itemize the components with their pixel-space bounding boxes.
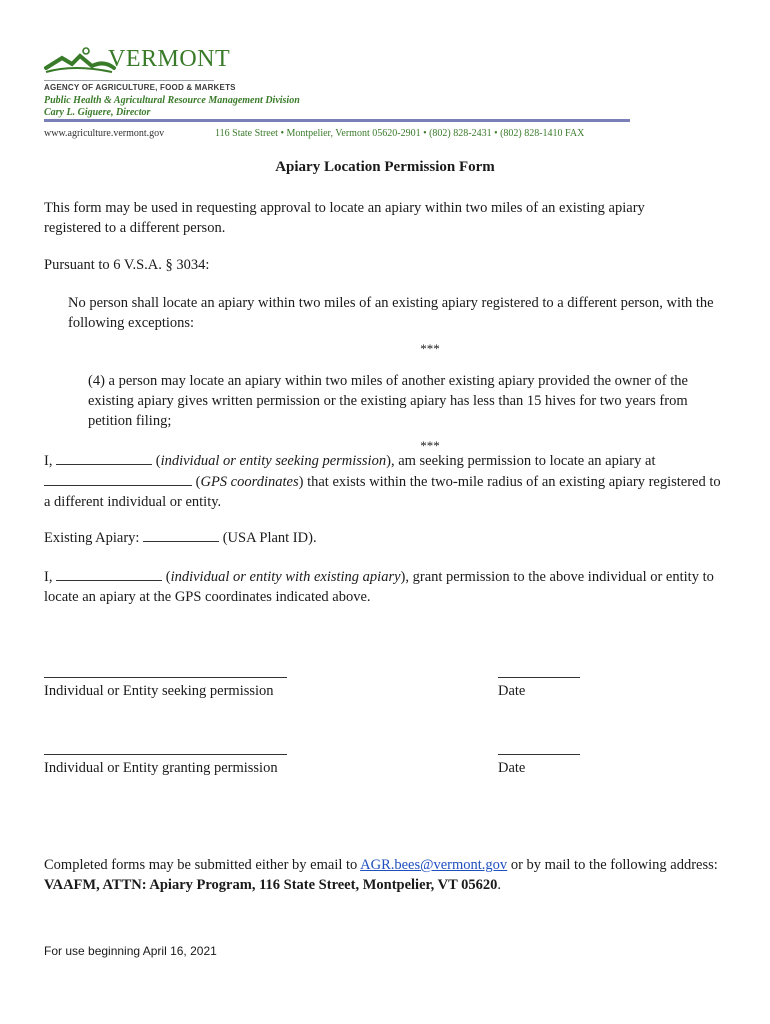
exception-4-text: (4) a person may locate an apiary within two miles of another existing apiary provided the owner of the existing apiary gives written permission or the existing apiary has less than 15 hives for two years from petition filing; bbox=[88, 373, 688, 429]
granting-paragraph: I, (individual or entity with existing apiary), grant permission to the above individual or entity to locate an apiary at the GPS coordinates indicated above. bbox=[44, 566, 724, 607]
seeker-signature-label: Individual or Entity seeking permission bbox=[44, 683, 274, 699]
submission-instructions bbox=[44, 855, 734, 895]
logo-wordmark: VERMONT bbox=[108, 46, 231, 72]
agency-name: AGENCY OF AGRICULTURE, FOOD & MARKETS bbox=[44, 83, 236, 92]
granting-prefix: I, bbox=[44, 569, 57, 585]
seeking-prefix: I, bbox=[44, 453, 57, 469]
seeking-mid: , am seeking permission to locate an apiary at bbox=[390, 453, 656, 469]
submission-mid: or by mail to the following address: bbox=[507, 857, 718, 873]
submission-end: . bbox=[497, 877, 501, 893]
granting-suffix: , grant permission to the above individual or entity to locate an apiary at the GPS coordinates indicated above. bbox=[44, 569, 714, 605]
usa-plant-id-blank[interactable] bbox=[143, 527, 219, 542]
grantor-date-line[interactable] bbox=[498, 754, 580, 755]
seeker-date-label: Date bbox=[498, 683, 526, 699]
intro-paragraph: This form may be used in requesting approval to locate an apiary within two miles of an existing apiary registered to a different person. bbox=[44, 200, 645, 236]
seeker-signature-line[interactable] bbox=[44, 677, 287, 678]
header-rule bbox=[44, 119, 630, 122]
website-link[interactable]: www.agriculture.vermont.gov bbox=[44, 128, 165, 139]
form-title: Apiary Location Permission Form bbox=[275, 159, 495, 175]
seeker-hint: individual or entity seeking permission bbox=[160, 453, 387, 469]
seeking-paragraph: I, (individual or entity seeking permission), am seeking permission to locate an apiary at (GPS coordinates) that exists within the two-mile radius of an existing apiary registered to a different individual or entity. bbox=[44, 450, 724, 512]
division-name: Public Health & Agricultural Resource Management Division bbox=[44, 95, 300, 106]
submission-prefix: Completed forms may be submitted either by email to bbox=[44, 857, 361, 873]
grantor-hint: individual or entity with existing apiary bbox=[170, 569, 401, 585]
grantor-signature-label: Individual or Entity granting permission bbox=[44, 760, 278, 776]
grantor-name-blank[interactable] bbox=[56, 566, 162, 581]
gps-hint: GPS coordinates bbox=[200, 474, 299, 490]
plant-id-suffix: (USA Plant ID). bbox=[219, 530, 317, 546]
seeker-name-blank[interactable] bbox=[56, 450, 152, 465]
email-link[interactable]: AGR.bees@vermont.gov bbox=[360, 857, 508, 873]
pursuant-line: Pursuant to 6 V.S.A. § 3034: bbox=[44, 257, 210, 273]
existing-apiary-label: Existing Apiary: bbox=[44, 530, 144, 546]
ellipsis-stars-2: *** bbox=[420, 438, 440, 453]
gps-coordinates-blank[interactable] bbox=[44, 471, 192, 486]
contact-address: 116 State Street • Montpelier, Vermont 05620-2901 • (802) 828-2431 • (802) 828-1410 FAX bbox=[215, 128, 585, 139]
seeker-date-line[interactable] bbox=[498, 677, 580, 678]
seeking-suffix: that exists within the two-mile radius of an existing apiary registered to a different individual or entity. bbox=[44, 474, 721, 510]
ellipsis-stars-1: *** bbox=[420, 341, 440, 356]
director-name: Cary L. Giguere, Director bbox=[44, 107, 151, 118]
mail-address: VAAFM, ATTN: Apiary Program, 116 State Street, Montpelier, VT 05620 bbox=[44, 877, 498, 893]
existing-apiary-line bbox=[44, 527, 317, 548]
statute-text: No person shall locate an apiary within two miles of an existing apiary registered to a different person, with the following exceptions: bbox=[68, 295, 714, 331]
logo-divider bbox=[44, 80, 214, 81]
grantor-date-label: Date bbox=[498, 760, 526, 776]
footer-effective-date: For use beginning April 16, 2021 bbox=[44, 944, 217, 958]
grantor-signature-line[interactable] bbox=[44, 754, 287, 755]
